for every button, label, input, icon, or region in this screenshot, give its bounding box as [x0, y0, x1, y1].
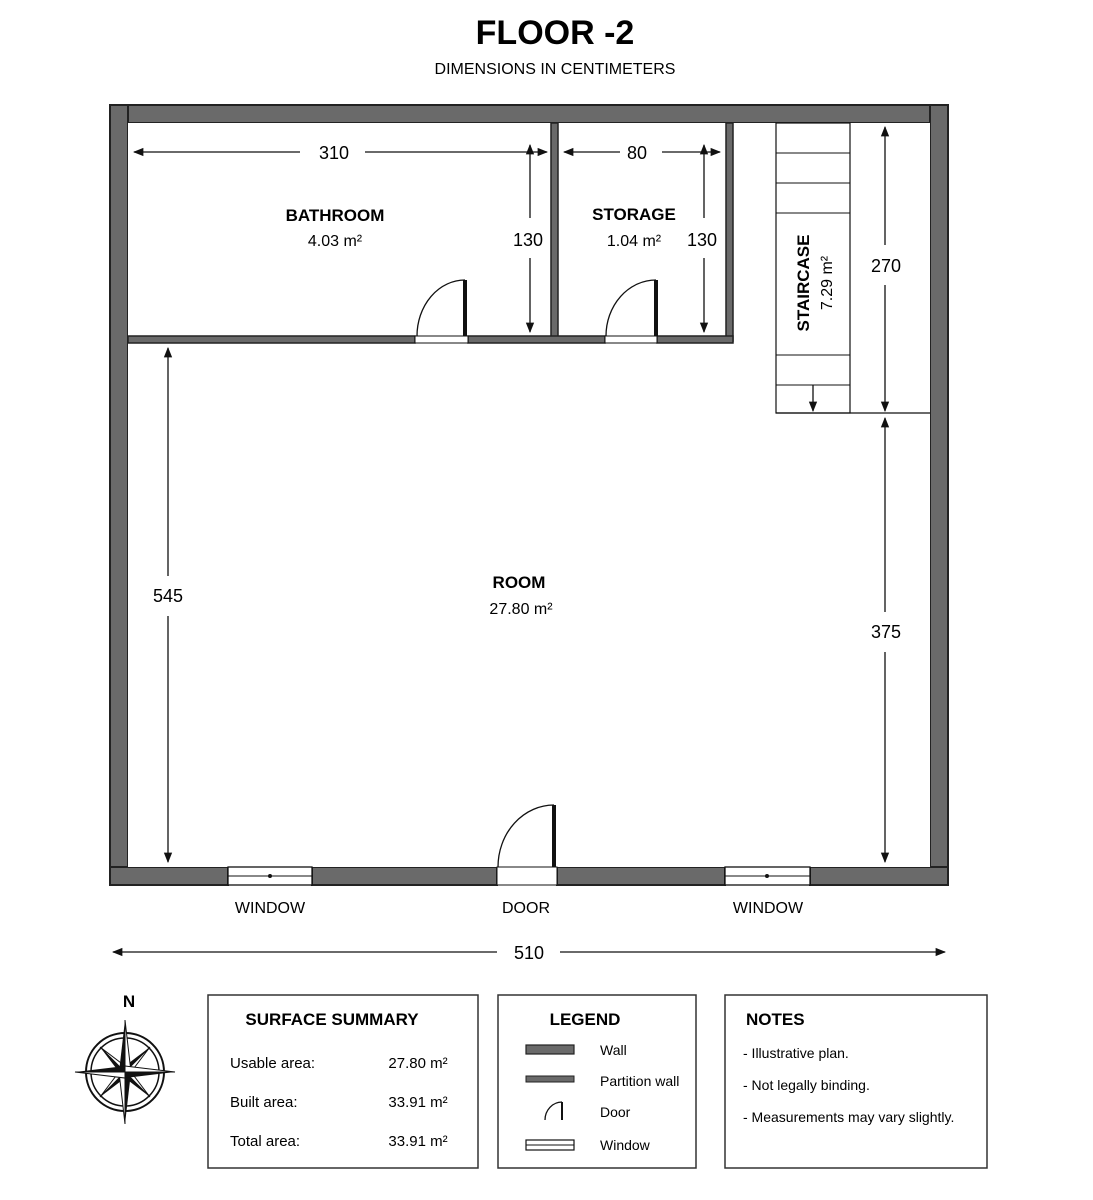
- storage-area: 1.04 m²: [606, 233, 662, 250]
- bathroom-area: 4.03 m²: [307, 233, 363, 250]
- svg-text:130: 130: [686, 230, 718, 250]
- partition-horizontal-1: [128, 336, 415, 343]
- svg-text:80: 80: [626, 143, 648, 163]
- window-icon: [526, 1140, 574, 1150]
- door-label: DOOR: [502, 900, 550, 917]
- bathroom-label: BATHROOM: [285, 206, 385, 225]
- wall-bottom-left: [110, 867, 228, 885]
- surface-summary-box: [208, 995, 478, 1168]
- wall-bottom-mid-right: [557, 867, 725, 885]
- svg-text:510: 510: [513, 943, 545, 963]
- notes-title: NOTES: [746, 1010, 805, 1029]
- legend-door-label: Door: [600, 1104, 631, 1120]
- window-left: [228, 867, 312, 885]
- svg-text:310: 310: [318, 143, 350, 163]
- legend-title: LEGEND: [549, 1010, 621, 1029]
- wall-bottom-mid-left: [312, 867, 497, 885]
- partition-storage-staircase: [726, 123, 733, 341]
- notes-box: [725, 995, 987, 1168]
- staircase-label: STAIRCASE: [794, 234, 813, 332]
- window-left-label: WINDOW: [234, 900, 306, 917]
- svg-text:130: 130: [512, 230, 544, 250]
- legend-box: [498, 995, 696, 1168]
- wall-right: [930, 105, 948, 885]
- svg-text:270: 270: [870, 256, 902, 276]
- built-area-value: 33.91 m²: [388, 1094, 448, 1111]
- compass-rose-icon: [75, 992, 175, 1124]
- staircase-area: 7.29 m²: [819, 255, 836, 311]
- room-area: 27.80 m²: [489, 601, 553, 618]
- surface-summary-title: SURFACE SUMMARY: [245, 1010, 419, 1029]
- legend-window-label: Window: [600, 1137, 650, 1153]
- svg-text:375: 375: [870, 622, 902, 642]
- partition-bathroom-storage: [551, 123, 558, 341]
- note-item: - Illustrative plan.: [743, 1045, 849, 1061]
- compass-north-label: N: [122, 992, 136, 1011]
- storage-label: STORAGE: [592, 205, 676, 224]
- built-area-label: Built area:: [230, 1094, 298, 1111]
- wall-swatch: [526, 1045, 574, 1054]
- usable-area-value: 27.80 m²: [388, 1055, 448, 1072]
- room-label: ROOM: [492, 573, 546, 592]
- dimension-total-width: [113, 943, 945, 963]
- svg-text:545: 545: [152, 586, 184, 606]
- usable-area-label: Usable area:: [230, 1055, 316, 1072]
- total-area-label: Total area:: [230, 1133, 301, 1150]
- legend-wall-label: Wall: [600, 1042, 627, 1058]
- page-title: FLOOR -2: [475, 14, 635, 52]
- wall-bottom-right: [810, 867, 948, 885]
- partition-horizontal-3: [657, 336, 733, 343]
- legend-partition-label: Partition wall: [600, 1073, 680, 1089]
- total-area-value: 33.91 m²: [388, 1133, 448, 1150]
- wall-top: [110, 105, 948, 123]
- note-item: - Measurements may vary slightly.: [743, 1109, 955, 1125]
- note-item: - Not legally binding.: [743, 1077, 870, 1093]
- partition-horizontal-2: [468, 336, 605, 343]
- page-subtitle: DIMENSIONS IN CENTIMETERS: [434, 61, 676, 78]
- window-right: [725, 867, 810, 885]
- wall-left: [110, 105, 128, 885]
- window-right-label: WINDOW: [732, 900, 804, 917]
- partition-wall-swatch: [526, 1076, 574, 1082]
